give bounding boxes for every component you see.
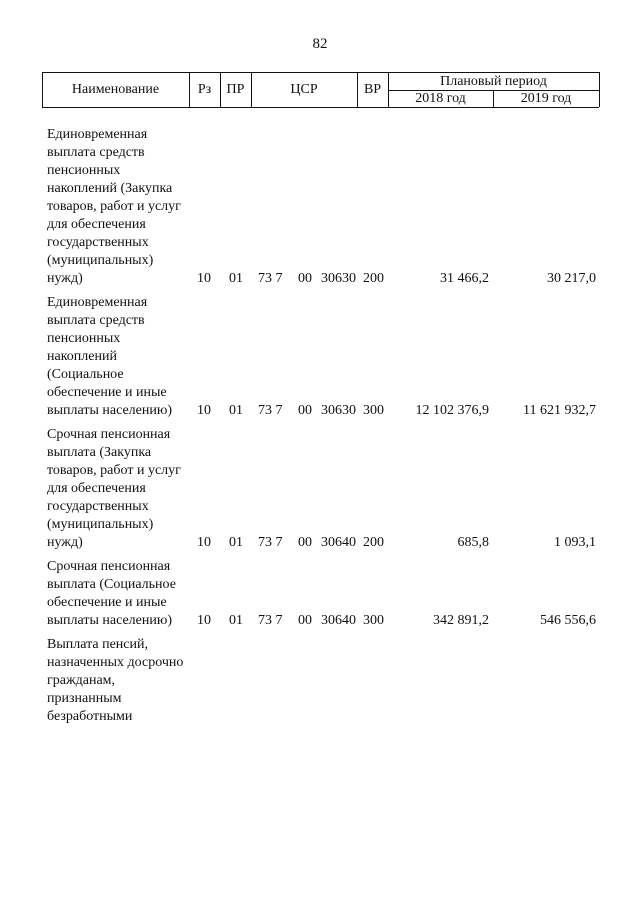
row-csr-subprogram: 00 bbox=[298, 271, 312, 286]
row-rz: 10 bbox=[197, 535, 211, 550]
row-name: Срочная пенсионная выплата (Закупка товаров, работ и услуг для обеспечения государственных (муниципальных) нужд) bbox=[47, 427, 181, 550]
row-pr: 01 bbox=[229, 271, 243, 286]
header-year-2018: 2018 год bbox=[415, 91, 466, 106]
row-name: Единовременная выплата средств пенсионных накоплений (Закупка товаров, работ и услуг для обеспечения государственных (муниципальных) нужд) bbox=[47, 127, 181, 286]
row-name: Выплата пенсий, назначенных досрочно гражданам, признанным безработными bbox=[47, 637, 184, 724]
row-csr-direction: 30630 bbox=[321, 403, 356, 418]
row-value-2019: 30 217,0 bbox=[547, 271, 596, 286]
row-value-2018: 685,8 bbox=[457, 535, 489, 550]
row-value-2018: 31 466,2 bbox=[440, 271, 489, 286]
row-csr-direction: 30630 bbox=[321, 271, 356, 286]
row-value-2019: 546 556,6 bbox=[540, 613, 596, 628]
row-rz: 10 bbox=[197, 403, 211, 418]
row-pr: 01 bbox=[229, 403, 243, 418]
header-name: Наименование bbox=[71, 82, 160, 97]
table-body bbox=[42, 126, 599, 726]
header-bottom-border bbox=[42, 107, 599, 108]
row-rz: 10 bbox=[197, 613, 211, 628]
row-csr-direction: 30640 bbox=[321, 613, 356, 628]
table-header bbox=[42, 72, 599, 107]
row-rz: 10 bbox=[197, 271, 211, 286]
row-vr: 300 bbox=[363, 403, 384, 418]
header-planned-period: Плановый период bbox=[440, 74, 547, 89]
header-year-2019: 2019 год bbox=[520, 91, 572, 106]
row-vr: 300 bbox=[363, 613, 384, 628]
row-csr-program: 73 7 bbox=[258, 613, 283, 628]
header-vr: ВР bbox=[363, 82, 382, 97]
row-value-2018: 342 891,2 bbox=[433, 613, 489, 628]
table-row bbox=[42, 426, 599, 552]
row-csr-program: 73 7 bbox=[258, 535, 283, 550]
table-row bbox=[42, 636, 599, 726]
row-value-2019: 11 621 932,7 bbox=[523, 403, 596, 418]
header-csr: ЦСР bbox=[290, 82, 318, 97]
row-value-2018: 12 102 376,9 bbox=[415, 403, 489, 418]
page-number: 82 bbox=[312, 36, 328, 52]
row-vr: 200 bbox=[363, 535, 384, 550]
row-pr: 01 bbox=[229, 535, 243, 550]
row-csr-subprogram: 00 bbox=[298, 403, 312, 418]
header-pr: ПР bbox=[226, 82, 245, 97]
row-csr-subprogram: 00 bbox=[298, 613, 312, 628]
row-csr-direction: 30640 bbox=[321, 535, 356, 550]
row-name: Единовременная выплата средств пенсионных накоплений (Социальное обеспечение и иные выплаты населению) bbox=[47, 295, 172, 418]
row-vr: 200 bbox=[363, 271, 384, 286]
row-value-2019: 1 093,1 bbox=[554, 535, 596, 550]
row-pr: 01 bbox=[229, 613, 243, 628]
row-csr-program: 73 7 bbox=[258, 271, 283, 286]
row-csr-subprogram: 00 bbox=[298, 535, 312, 550]
table-row bbox=[42, 558, 599, 630]
table-row bbox=[42, 126, 599, 288]
header-border-right bbox=[599, 72, 600, 107]
row-name: Срочная пенсионная выплата (Социальное обеспечение и иные выплаты населению) bbox=[47, 559, 176, 628]
table-row bbox=[42, 294, 599, 420]
row-csr-program: 73 7 bbox=[258, 403, 283, 418]
header-rz: Рз bbox=[197, 82, 212, 97]
